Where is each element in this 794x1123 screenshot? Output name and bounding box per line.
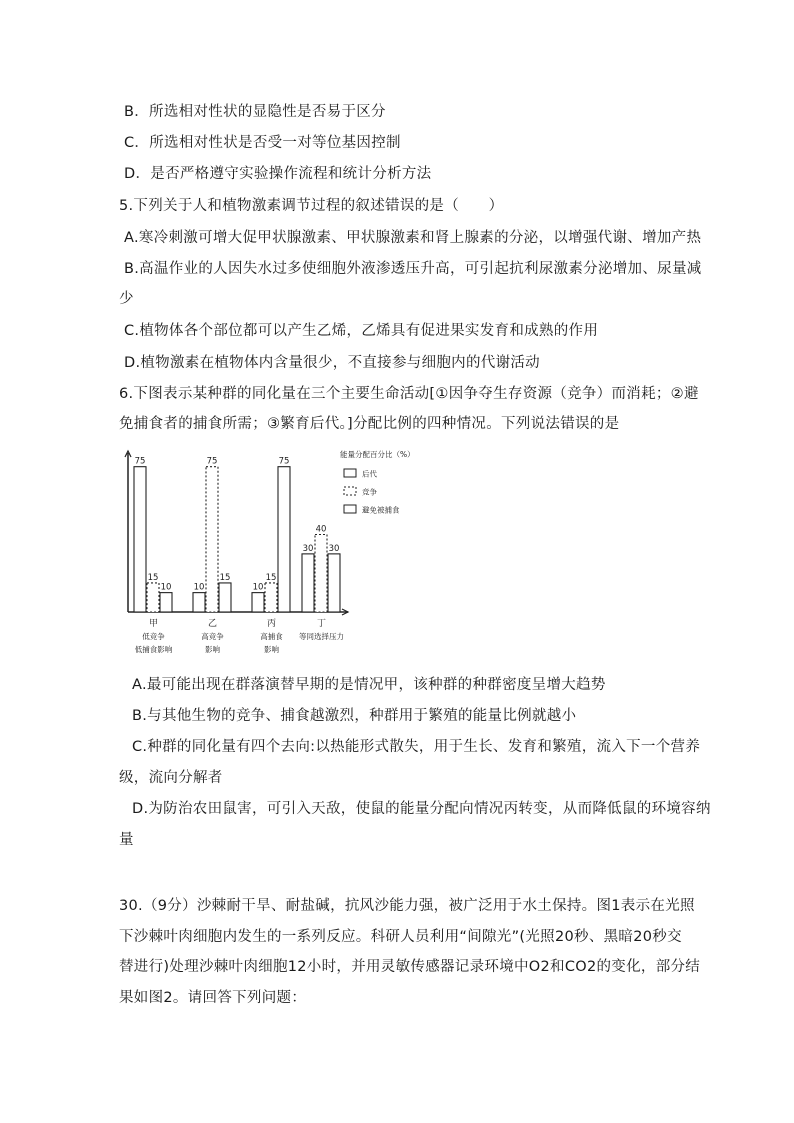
q6-stem-1: 6.下图表示某种群的同化量在三个主要生命活动[①因争夺生存资源（竞争）而消耗；②避	[119, 386, 699, 402]
q6-option-d: D.为防治农田鼠害，可引入天敌，使鼠的能量分配向情况丙转变，从而降低鼠的环境容纳	[132, 801, 711, 817]
q6-option-c: C.种群的同化量有四个去向:以热能形式散失，用于生长、发育和繁殖，流入下一个营养	[132, 739, 701, 755]
category-note: 影响	[205, 645, 220, 654]
q30-stem-4: 果如图2。请回答下列问题：	[119, 990, 307, 1006]
legend-swatch	[344, 505, 356, 513]
category-note: 低捕食影响	[134, 645, 173, 654]
q6-stem-2: 免捕食者的捕食所需；③繁育后代。]分配比例的四种情况。下列说法错误的是	[119, 416, 620, 432]
bar-value-label: 40	[315, 524, 327, 535]
bar	[134, 467, 146, 612]
category-note: 高竞争	[201, 632, 224, 641]
energy-allocation-chart	[116, 447, 434, 665]
q6-option-b: B.与其他生物的竞争、捕食越激烈，种群用于繁殖的能量比例就越小	[132, 708, 577, 724]
bar	[160, 593, 172, 612]
bar	[278, 467, 290, 612]
bar	[147, 583, 159, 612]
bar-value-label: 15	[147, 572, 159, 583]
category-label: 甲	[148, 619, 159, 629]
bar	[328, 554, 340, 612]
q5-stem: 5.下列关于人和植物激素调节过程的叙述错误的是（ ）	[119, 198, 504, 214]
category-label: 丙	[266, 619, 277, 629]
q5-option-b-cont: 少	[119, 291, 134, 307]
bar	[206, 467, 218, 612]
bar-value-label: 15	[219, 572, 231, 583]
bar	[315, 535, 327, 613]
legend-swatch	[344, 469, 356, 477]
chart-legend	[340, 449, 415, 515]
legend-title: 能量分配百分比（%）	[340, 450, 415, 459]
bar	[302, 554, 314, 612]
category-label: 乙	[207, 619, 218, 629]
bar	[219, 583, 231, 612]
bar-value-label: 75	[278, 456, 290, 467]
category-note: 影响	[264, 645, 279, 654]
q6-option-a: A.最可能出现在群落演替早期的是情况甲，该种群的种群密度呈增大趋势	[132, 677, 606, 693]
legend-swatch	[344, 487, 356, 495]
bar	[252, 593, 264, 612]
bar	[193, 593, 205, 612]
bar-value-label: 30	[328, 543, 340, 554]
bar-value-label: 10	[252, 582, 264, 593]
category-note: 等同选择压力	[299, 632, 344, 641]
category-note: 高捕食	[260, 632, 283, 641]
q5-option-d: D.植物激素在植物体内含量很少，不直接参与细胞内的代谢活动	[124, 355, 540, 371]
q4-option-b: B．所选相对性状的显隐性是否易于区分	[124, 104, 386, 120]
q5-option-a: A.寒冷刺激可增大促甲状腺激素、甲状腺激素和肾上腺素的分泌，以增强代谢、增加产热	[124, 230, 702, 246]
bar-value-label: 10	[193, 582, 205, 593]
q5-option-b: B.高温作业的人因失水过多使细胞外液渗透压升高，可引起抗利尿激素分泌增加、尿量减	[124, 261, 702, 277]
q30-stem-2: 下沙棘叶肉细胞内发生的一系列反应。科研人员利用“间隙光”(光照20秒、黑暗20秒交	[119, 929, 682, 945]
bar-value-label: 75	[206, 456, 218, 467]
bar-value-label: 75	[134, 456, 146, 467]
q4-option-d: D．是否严格遵守实验操作流程和统计分析方法	[124, 166, 432, 182]
q4-option-c: C．所选相对性状是否受一对等位基因控制	[124, 135, 401, 151]
legend-label: 后代	[362, 469, 377, 479]
q5-option-c: C.植物体各个部位都可以产生乙烯，乙烯具有促进果实发育和成熟的作用	[124, 323, 599, 339]
bar-value-label: 15	[265, 572, 277, 583]
bar-value-label: 30	[302, 543, 314, 554]
q6-option-d-cont: 量	[119, 832, 134, 848]
chart-plot-area	[125, 451, 348, 654]
legend-label: 避免被捕食	[362, 505, 400, 515]
category-note: 低竞争	[142, 632, 165, 641]
q6-option-c-cont: 级，流向分解者	[119, 770, 223, 786]
legend-label: 竞争	[362, 487, 377, 497]
q30-stem-3: 替进行)处理沙棘叶肉细胞12小时，并用灵敏传感器记录环境中O2和CO2的变化，部分结	[119, 959, 701, 975]
category-label: 丁	[316, 619, 327, 629]
bar-value-label: 10	[160, 582, 172, 593]
q30-stem-1: 30.（9分）沙棘耐干旱、耐盐碱，抗风沙能力强，被广泛用于水土保持。图1表示在光照	[119, 898, 695, 914]
bar	[265, 583, 277, 612]
